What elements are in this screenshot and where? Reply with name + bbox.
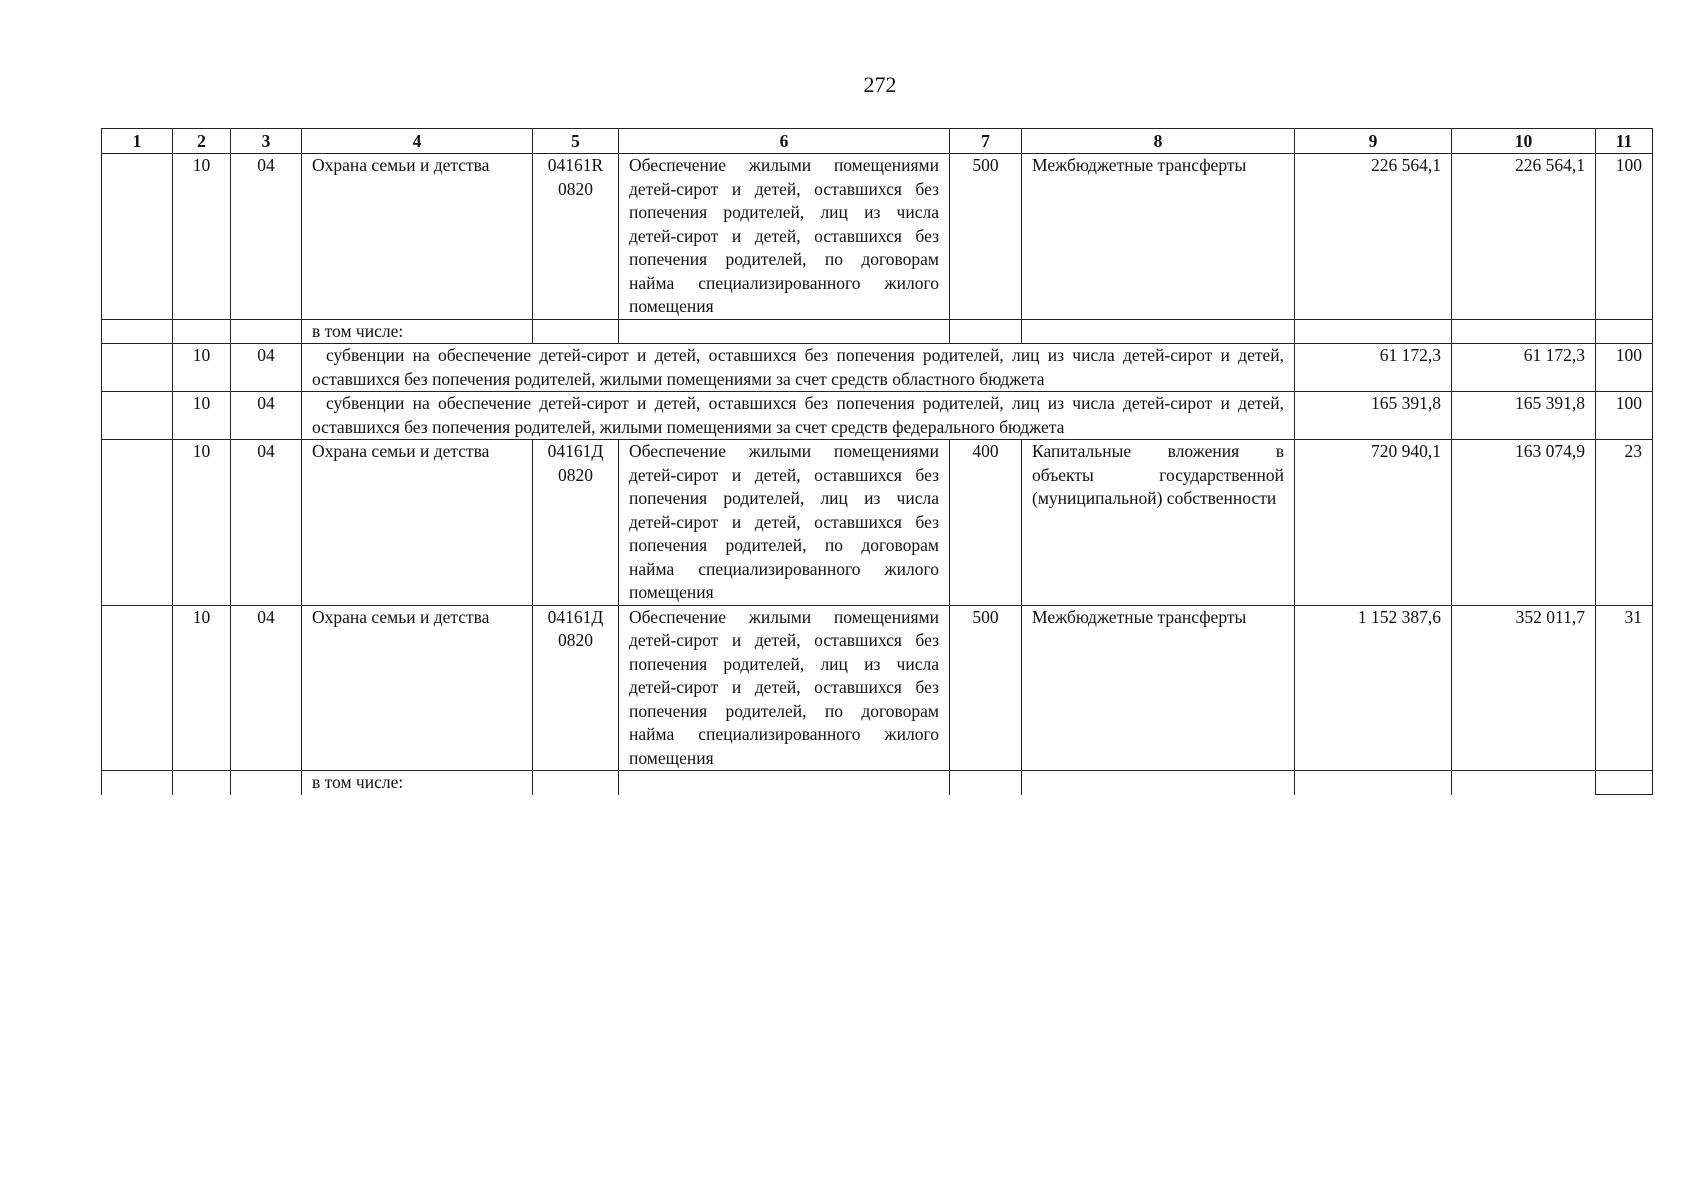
planned-amount: 1 152 387,6 [1295,605,1452,771]
planned-amount: 61 172,3 [1295,344,1452,392]
expense-type-name: Капитальные вложения в объекты государственной (муниципальной) собственности [1022,440,1295,606]
including-label: в том числе: [302,319,533,344]
cell-empty [102,392,173,440]
column-header: 3 [231,129,302,154]
executed-amount: 226 564,1 [1452,154,1596,320]
column-header: 7 [950,129,1022,154]
planned-amount: 165 391,8 [1295,392,1452,440]
cell-empty [102,344,173,392]
subsection-code: 04 [231,392,302,440]
table-row [102,392,1653,440]
page-number: 272 [863,72,897,97]
target-article-name: Обеспечение жилыми помещениями детей-сирот и детей, оставшихся без попечения родителей, лиц из числа детей-сирот и детей, оставшихся без попечения родителей, по договорам найма специализированного жилого помещения [619,154,950,320]
subvention-description: субвенции на обеспечение детей-сирот и детей, оставшихся без попечения родителей, лиц из числа детей-сирот и детей, оставшихся без попечения родителей, жилыми помещениями за счет средств федерального бюджета [302,392,1295,440]
target-article-code: 04161Д 0820 [533,440,619,606]
table-row [102,154,1653,320]
subsection-name: Охрана семьи и детства [302,154,533,320]
column-header: 2 [173,129,231,154]
planned-amount: 720 940,1 [1295,440,1452,606]
expense-type-code: 500 [950,605,1022,771]
column-header: 8 [1022,129,1295,154]
cell-empty [102,154,173,320]
column-header: 9 [1295,129,1452,154]
section-code: 10 [173,440,231,606]
subsection-code: 04 [231,344,302,392]
section-code: 10 [173,392,231,440]
target-article-code: 04161R 0820 [533,154,619,320]
subsection-code: 04 [231,605,302,771]
cell-empty [102,605,173,771]
subsection-name: Охрана семьи и детства [302,605,533,771]
target-article-name: Обеспечение жилыми помещениями детей-сирот и детей, оставшихся без попечения родителей, лиц из числа детей-сирот и детей, оставшихся без попечения родителей, по договорам найма специализированного жилого помещения [619,605,950,771]
execution-percent: 100 [1596,154,1653,320]
expense-type-name: Межбюджетные трансферты [1022,605,1295,771]
subsection-code: 04 [231,440,302,606]
section-code: 10 [173,154,231,320]
table-row [102,440,1653,606]
table-row [102,319,1653,344]
table-row [102,344,1653,392]
column-header: 1 [102,129,173,154]
target-article-code: 04161Д 0820 [533,605,619,771]
execution-percent: 31 [1596,605,1653,771]
target-article-name: Обеспечение жилыми помещениями детей-сирот и детей, оставшихся без попечения родителей, лиц из числа детей-сирот и детей, оставшихся без попечения родителей, по договорам найма специализированного жилого помещения [619,440,950,606]
column-number-row [102,129,1653,154]
expense-type-code: 400 [950,440,1022,606]
column-header: 4 [302,129,533,154]
column-header: 5 [533,129,619,154]
table-row [102,605,1653,771]
section-code: 10 [173,605,231,771]
executed-amount: 165 391,8 [1452,392,1596,440]
expense-type-code: 500 [950,154,1022,320]
including-label: в том числе: [302,771,533,795]
execution-percent: 100 [1596,344,1653,392]
expense-type-name: Межбюджетные трансферты [1022,154,1295,320]
executed-amount: 352 011,7 [1452,605,1596,771]
column-header: 10 [1452,129,1596,154]
executed-amount: 163 074,9 [1452,440,1596,606]
column-header: 11 [1596,129,1653,154]
column-header: 6 [619,129,950,154]
subvention-description: субвенции на обеспечение детей-сирот и детей, оставшихся без попечения родителей, лиц из числа детей-сирот и детей, оставшихся без попечения родителей, жилыми помещениями за счет средств областного бюджета [302,344,1295,392]
executed-amount: 61 172,3 [1452,344,1596,392]
cell-empty [102,440,173,606]
budget-table [101,128,1653,795]
execution-percent: 23 [1596,440,1653,606]
planned-amount: 226 564,1 [1295,154,1452,320]
section-code: 10 [173,344,231,392]
execution-percent: 100 [1596,392,1653,440]
subsection-code: 04 [231,154,302,320]
subsection-name: Охрана семьи и детства [302,440,533,606]
table-row [102,771,1653,795]
